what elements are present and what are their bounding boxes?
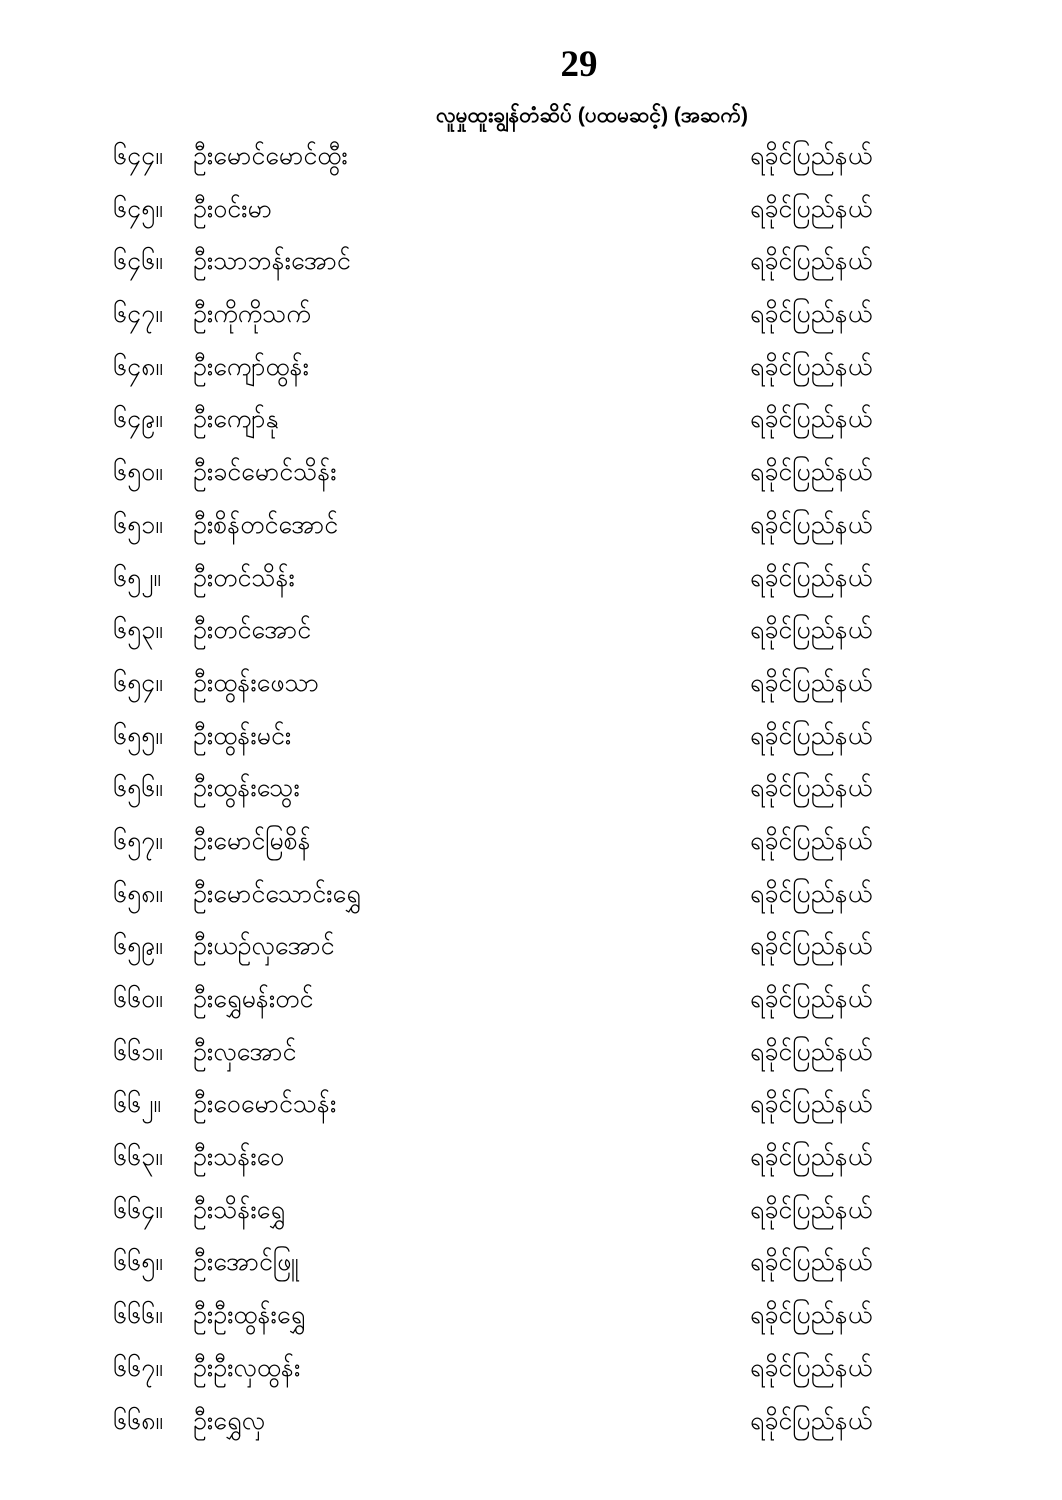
- list-row: [113, 351, 1062, 404]
- row-name: ဦးမောင်မြစိန်: [193, 826, 311, 855]
- row-number: ၆၆၈။: [113, 1406, 163, 1435]
- page-title: လူမှုထူးချွန်တံဆိပ် (ပထမဆင့်) (အဆက်): [435, 104, 749, 127]
- row-number: ၆၆၇။: [113, 1353, 163, 1382]
- list-row: [113, 1141, 1062, 1194]
- row-number: ၆၅၆။: [113, 774, 163, 803]
- row-name: ဦးစိန်တင်အောင်: [193, 510, 339, 539]
- row-number: ၆၅၁။: [113, 510, 163, 539]
- row-region: ရခိုင်ပြည်နယ်: [750, 1037, 873, 1066]
- list-row: [113, 562, 1062, 615]
- row-name: ဦးမောင်မောင်ထွီး: [193, 142, 348, 170]
- row-name: ဦးဝင်းမာ: [193, 194, 273, 223]
- row-region: ရခိုင်ပြည်နယ်: [750, 458, 873, 487]
- list-row: [113, 983, 1062, 1036]
- row-region: ရခိုင်ပြည်နယ်: [750, 194, 873, 223]
- list-row: [113, 1088, 1062, 1141]
- row-number: ၆၆၁။: [113, 1037, 163, 1066]
- row-region: ရခိုင်ပြည်နယ်: [750, 1353, 873, 1382]
- row-region: ရခိုင်ပြည်နယ်: [750, 142, 873, 170]
- row-region: ရခိုင်ပြည်နယ်: [750, 774, 873, 803]
- row-region: ရခိုင်ပြည်နယ်: [750, 1301, 873, 1330]
- row-region: ရခိုင်ပြည်နယ်: [750, 616, 873, 645]
- row-number: ၆၅၉။: [113, 932, 163, 961]
- row-name: ဦးရွှေမန်းတင်: [193, 985, 314, 1013]
- row-number: ၆၅၀။: [113, 458, 163, 487]
- row-number: ၆၆၃။: [113, 1143, 163, 1172]
- list-row: [113, 298, 1062, 351]
- row-region: ရခိုင်ပြည်နယ်: [750, 985, 873, 1013]
- list-row: [113, 140, 1062, 193]
- list-row: [113, 930, 1062, 983]
- row-name: ဦးသန်းဝေ: [193, 1143, 285, 1172]
- row-name: ဦးထွန်းဖေသာ: [193, 668, 319, 697]
- row-number: ၆၄၈။: [113, 352, 163, 381]
- row-name: ဦးအောင်ဖြူ: [193, 1248, 299, 1277]
- row-number: ၆၆၆။: [113, 1301, 163, 1330]
- row-number: ၆၅၈။: [113, 879, 163, 908]
- row-region: ရခိုင်ပြည်နယ်: [750, 668, 873, 697]
- row-region: ရခိုင်ပြည်နယ်: [750, 1143, 873, 1172]
- list-row: [113, 456, 1062, 509]
- row-name: ဦးသာဘန်းအောင်: [193, 247, 351, 276]
- row-number: ၆၄၆။: [113, 247, 163, 276]
- row-name: ဦးရွှေလှ: [193, 1406, 266, 1435]
- row-name: ဦးထွန်းသွေး: [193, 774, 300, 803]
- row-region: ရခိုင်ပြည်နယ်: [750, 826, 873, 855]
- list-row: [113, 614, 1062, 667]
- row-name: ဦးကိုကိုသက်: [193, 300, 311, 329]
- list-row: [113, 403, 1062, 456]
- row-region: ရခိုင်ပြည်နယ်: [750, 1090, 873, 1119]
- row-number: ၆၅၅။: [113, 721, 163, 750]
- row-region: ရခိုင်ပြည်နယ်: [750, 1195, 873, 1224]
- row-name: ဦးကျော်နု: [193, 405, 279, 434]
- list-row: [113, 1036, 1062, 1089]
- list-row: [113, 825, 1062, 878]
- list-row: [113, 1405, 1062, 1458]
- row-number: ၆၄၇။: [113, 300, 163, 329]
- row-number: ၆၅၂။: [113, 563, 161, 592]
- row-region: ရခိုင်ပြည်နယ်: [750, 510, 873, 539]
- row-number: ၆၆၂။: [113, 1090, 161, 1119]
- list-row: [113, 193, 1062, 246]
- row-name: ဦးထွန်းမင်း: [193, 721, 292, 750]
- row-region: ရခိုင်ပြည်နယ်: [750, 721, 873, 750]
- row-number: ၆၆၅။: [113, 1248, 163, 1277]
- row-region: ရခိုင်ပြည်နယ်: [750, 1406, 873, 1435]
- row-region: ရခိုင်ပြည်နယ်: [750, 879, 873, 908]
- list-row: [113, 245, 1062, 298]
- list-row: [113, 667, 1062, 720]
- row-region: ရခိုင်ပြည်နယ်: [750, 247, 873, 276]
- row-number: ၆၆၀။: [113, 985, 163, 1013]
- row-number: ၆၄၅။: [113, 194, 163, 223]
- list-row: [113, 772, 1062, 825]
- row-number: ၆၅၄။: [113, 668, 163, 697]
- row-region: ရခိုင်ပြည်နယ်: [750, 352, 873, 381]
- list-row: [113, 878, 1062, 931]
- row-name: ဦးခင်မောင်သိန်း: [193, 458, 337, 487]
- row-name: ဦးတင်အောင်: [193, 616, 312, 645]
- row-number: ၆၅၇။: [113, 826, 163, 855]
- list-row: [113, 1194, 1062, 1247]
- list-row: [113, 509, 1062, 562]
- row-name: ဦးမောင်သောင်းရွှေ: [193, 879, 361, 908]
- list-row: [113, 1299, 1062, 1352]
- row-number: ၆၄၉။: [113, 405, 163, 434]
- row-region: ရခိုင်ပြည်နယ်: [750, 405, 873, 434]
- list-row: [113, 1246, 1062, 1299]
- award-list: [113, 140, 1062, 1457]
- row-number: ၆၆၄။: [113, 1195, 163, 1224]
- list-row: [113, 720, 1062, 773]
- row-name: ဦးဝေမောင်သန်း: [193, 1090, 337, 1119]
- row-name: ဦးကျော်ထွန်း: [193, 352, 309, 381]
- row-name: ဦးယဉ်လှအောင်: [193, 932, 335, 961]
- row-name: ဦးဦးလှထွန်း: [193, 1353, 301, 1382]
- row-region: ရခိုင်ပြည်နယ်: [750, 300, 873, 329]
- row-name: ဦးတင်သိန်း: [193, 563, 295, 592]
- row-region: ရခိုင်ပြည်နယ်: [750, 563, 873, 592]
- row-region: ရခိုင်ပြည်နယ်: [750, 1248, 873, 1277]
- row-number: ၆၅၃။: [113, 616, 163, 645]
- row-number: ၆၄၄။: [113, 142, 163, 170]
- page-number: 29: [560, 44, 598, 85]
- row-region: ရခိုင်ပြည်နယ်: [750, 932, 873, 961]
- row-name: ဦးဦးထွန်းရွှေ: [193, 1301, 306, 1330]
- list-row: [113, 1352, 1062, 1405]
- row-name: ဦးသိန်းရွှေ: [193, 1195, 286, 1224]
- row-name: ဦးလှအောင်: [193, 1037, 297, 1066]
